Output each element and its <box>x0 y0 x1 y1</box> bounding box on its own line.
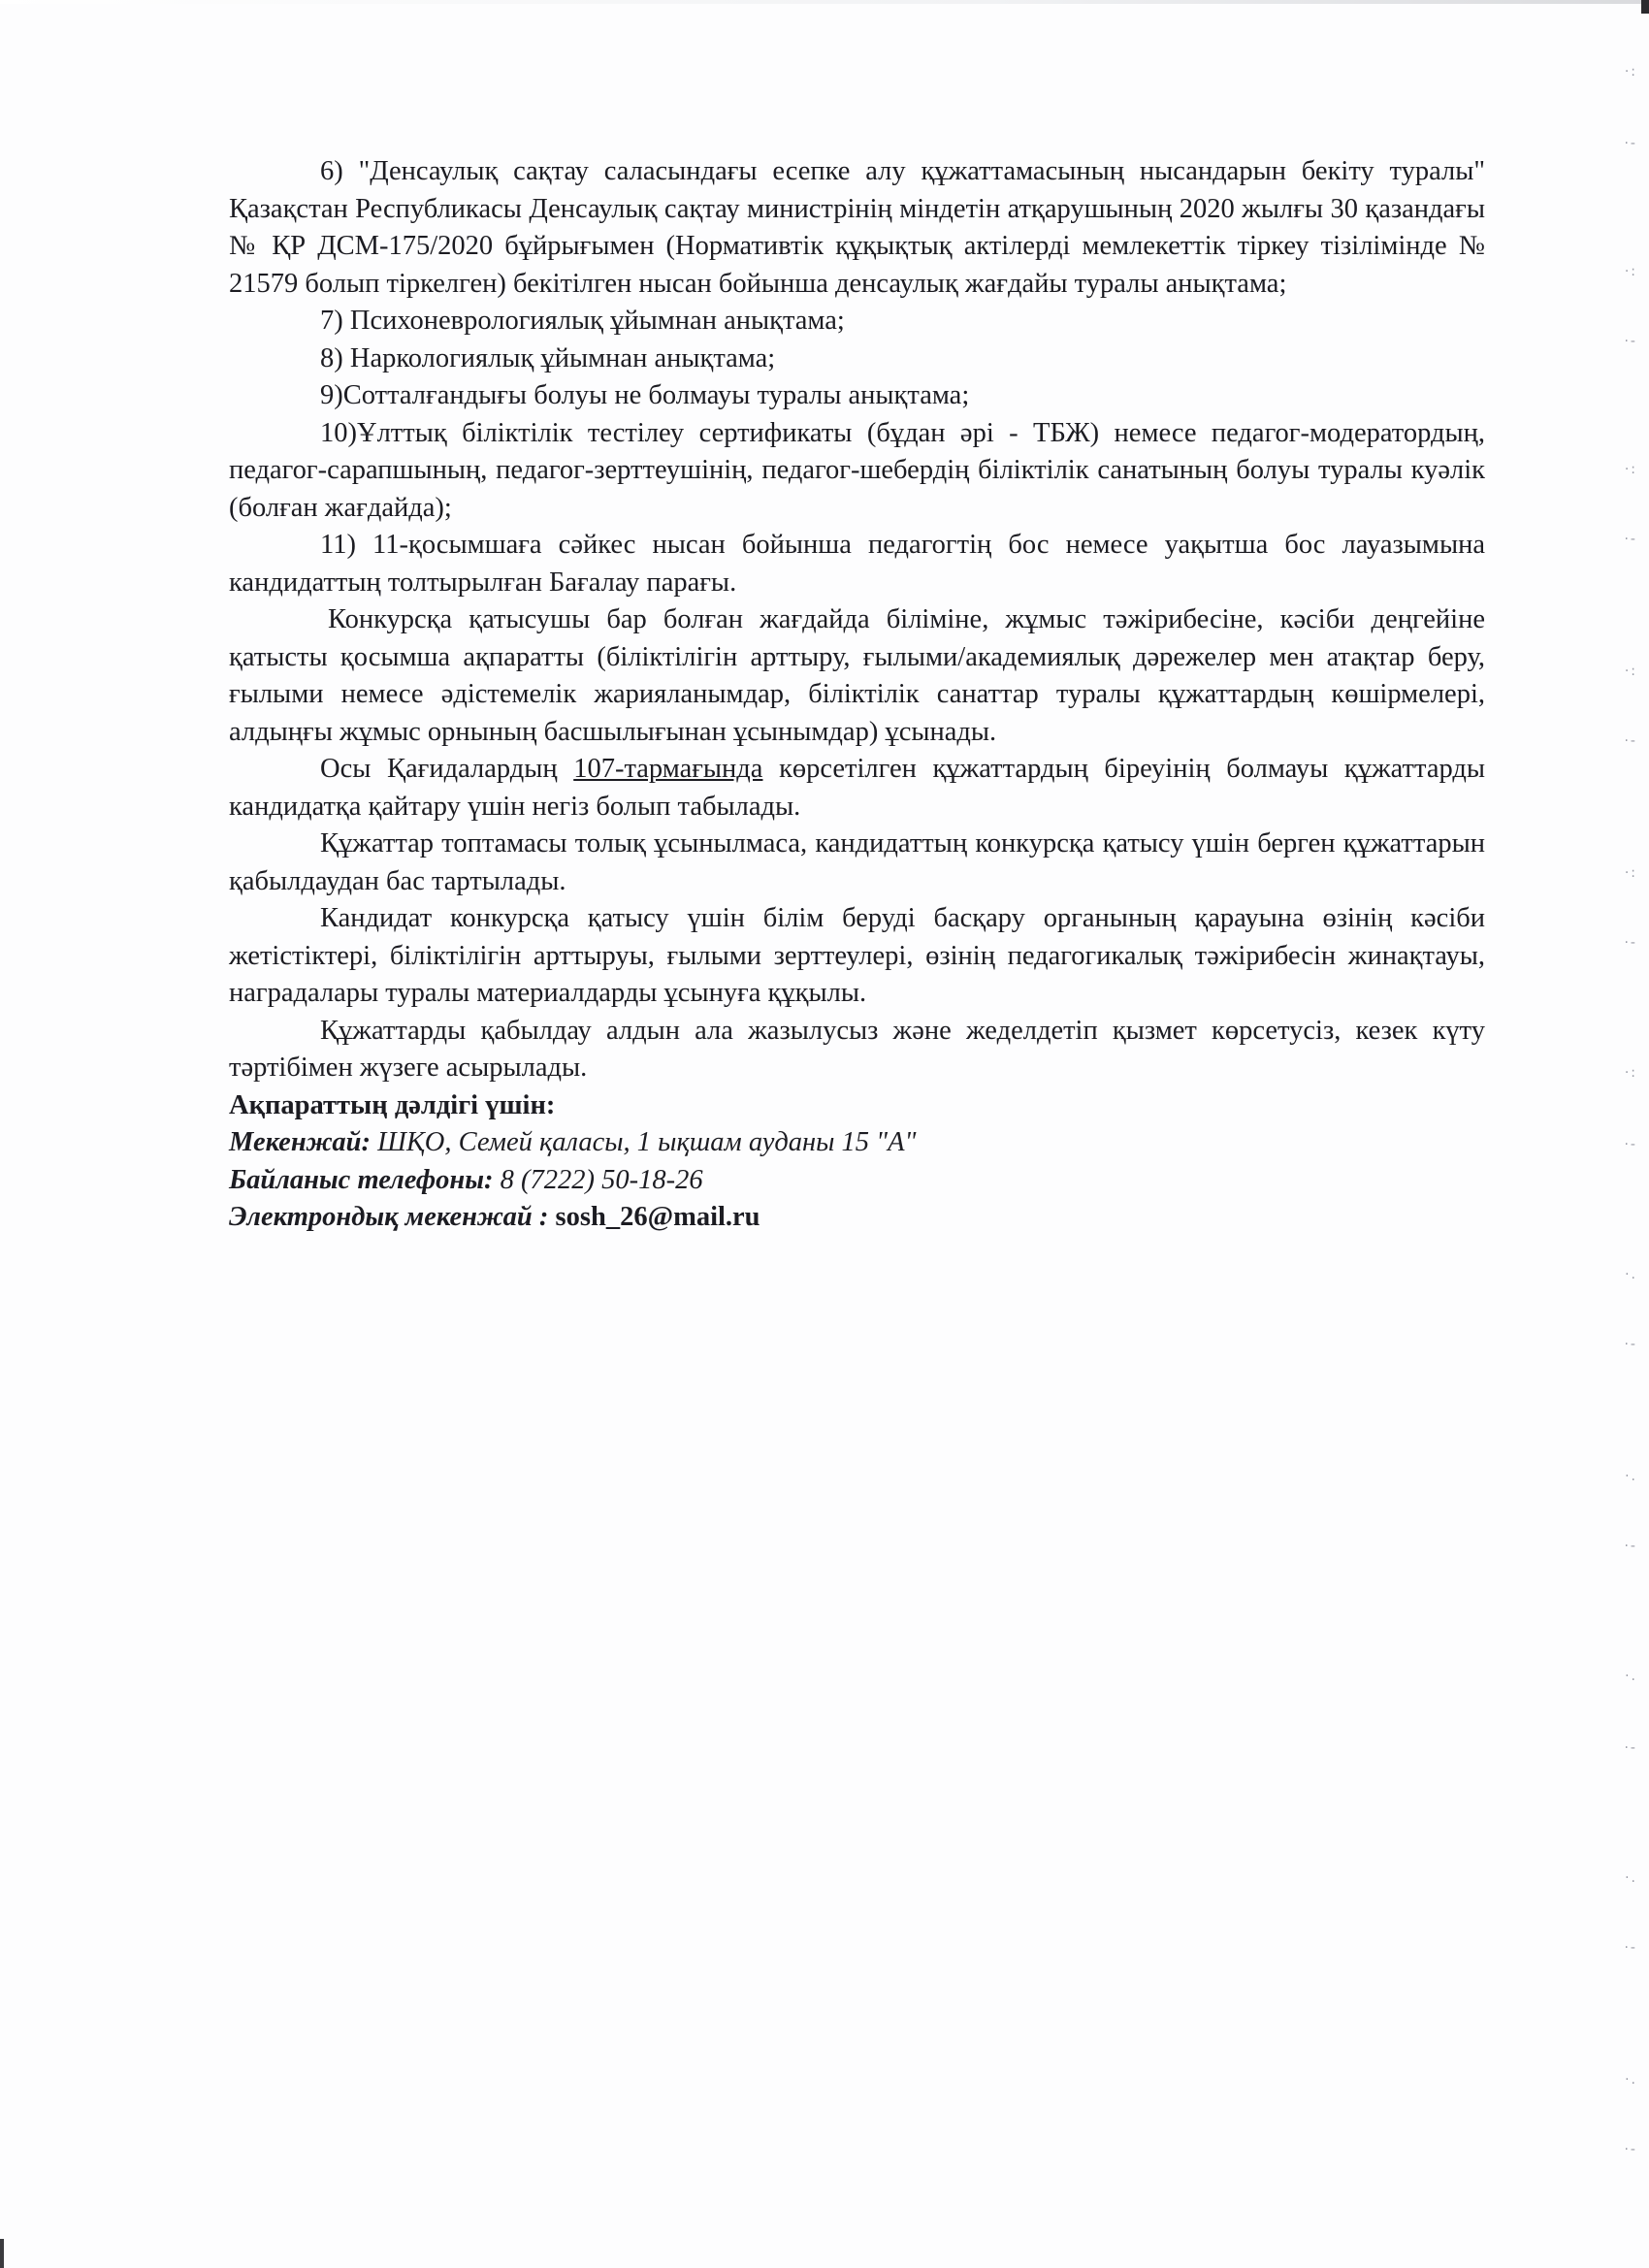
paragraph-candidate-rights: Кандидат конкурсқа қатысу үшін білім беруді басқару органының қарауына өзінің кәсіби жетістіктері, біліктілігін арттыруы, ғылыми зерттеулері, өзінің педагогикалық тәжірибесін жинақтауы, наградалары туралы материалдарды ұсынуға құқылы. <box>229 903 1485 1008</box>
phone-value: 8 (7222) 50-18-26 <box>493 1164 703 1195</box>
rules-clause-link[interactable]: 107-тармағында <box>573 754 763 784</box>
return-grounds-after: көрсетілген құжаттардың біреуінің болмауы құжаттарды кандидатқа қайтару үшін негіз болып табылады. <box>229 754 1485 822</box>
paragraph-item-11: 11) 11-қосымшаға сәйкес нысан бойынша педагогтің бос немесе уақытша бос лауазымына кандидаттың толтырылған Бағалау парағы. <box>229 530 1485 598</box>
address-label: Мекенжай: <box>229 1127 372 1157</box>
return-grounds-before: Осы Қағидалардың <box>320 754 574 784</box>
contact-phone <box>229 1162 1485 1200</box>
email-value: sosh_26@mail.ru <box>548 1202 760 1232</box>
paragraph-queue-order: Құжаттарды қабылдау алдын ала жазылусыз және жеделдетіп қызмет көрсетусіз, кезек күту тәртібімен жүзеге асырылады. <box>229 1015 1485 1083</box>
paragraph-item-7: 7) Психоневрологиялық ұйымнан анықтама; <box>320 306 845 336</box>
paragraph-item-10: 10)Ұлттық біліктілік тестілеу сертификаты (бұдан әрі - ТБЖ) немесе педагог-модератордың, педагог-сарапшының, педагог-зерттеушінің, педагог-шебердің біліктілік санатының болуы туралы куәлік (болған жағдайда); <box>229 417 1485 523</box>
address-value: ШҚО, Семей қаласы, 1 ықшам ауданы 15 "А" <box>371 1127 917 1157</box>
contacts-heading: Ақпараттың дәлдігі үшін: <box>229 1089 556 1120</box>
contact-email <box>229 1199 1485 1237</box>
paragraph-return-grounds <box>229 751 1485 826</box>
document-body <box>229 153 1485 1237</box>
paragraph-refusal: Құжаттар топтамасы толық ұсынылмаса, кандидаттың конкурсқа қатысу үшін берген құжаттарын қабылдаудан бас тартылады. <box>229 828 1485 896</box>
phone-label: Байланыс телефоны: <box>229 1164 494 1195</box>
paragraph-item-8: 8) Наркологиялық ұйымнан анықтама; <box>320 342 776 373</box>
scan-edge-artifacts: ·: ·- ·: ·- ·: ·- ·: ·- ·: ·- ·: ·- ·. ·- ·. ·- ·. ·- ·. ·- ·. ·- <box>1624 64 1637 2157</box>
paragraph-item-9: 9)Сотталғандығы болуы не болмауы туралы анықтама; <box>320 380 970 410</box>
scan-left-mark <box>0 2239 4 2268</box>
paragraph-item-6: 6) "Денсаулық сақтау саласындағы есепке алу құжаттамасының нысандарын бекіту туралы" Қазақстан Республикасы Денсаулық сақтау министрінің міндетін атқарушының 2020 жылғы 30 қазандағы № ҚР ДСМ-175/2020 бұйрығымен (Нормативтік құқықтық актілерді мемлекеттік тіркеу тізілімінде № 21579 болып тіркелген) бекітілген нысан бойынша денсаулық жағдайы туралы анықтама; <box>229 156 1485 299</box>
scan-top-edge <box>0 0 1649 4</box>
email-label: Электрондық мекенжай : <box>229 1202 549 1232</box>
paragraph-additional-info: Конкурсқа қатысушы бар болған жағдайда біліміне, жұмыс тәжірибесіне, кәсіби деңгейіне қатысты қосымша ақпаратты (біліктілігін арттыру, ғылыми/академиялық дәрежелер мен атақтар беру, ғылыми немесе әдістемелік жарияланымдар, біліктілік санаттар туралы құжаттардың көшірмелері, алдыңғы жұмыс орнының басшылығынан ұсынымдар) ұсынады. <box>229 604 1485 747</box>
contact-address <box>229 1124 1485 1162</box>
